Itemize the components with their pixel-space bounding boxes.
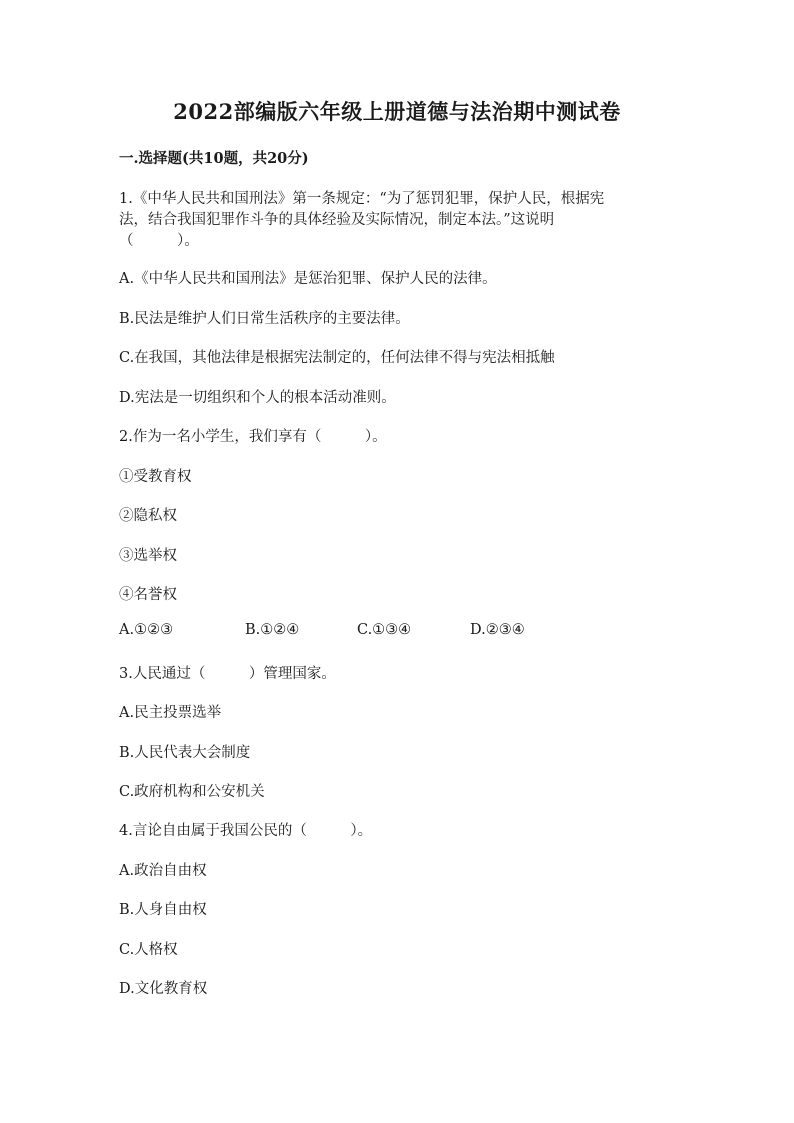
question-4-option-d: D.文化教育权 [119,981,208,997]
section-heading: 一.选择题(共10题，共20分) [119,150,309,167]
question-1-stem-line-1: 1.《中华人民共和国刑法》第一条规定：“为了惩罚犯罪，保护人民，根据宪 [119,191,605,207]
question-1-option-c: C.在我国，其他法律是根据宪法制定的，任何法律不得与宪法相抵触 [119,350,555,366]
question-4-stem: 4.言论自由属于我国公民的（ ）。 [119,823,373,839]
question-1-option-b: B.民法是维护人们日常生活秩序的主要法律。 [119,311,410,327]
question-3-option-b: B.人民代表大会制度 [119,745,251,761]
question-3-option-a: A.民主投票选举 [119,705,222,721]
question-3-stem: 3.人民通过（ ）管理国家。 [119,666,336,682]
question-1-stem-line-2: 法，结合我国犯罪作斗争的具体经验及实际情况，制定本法。”这说明 [119,212,555,228]
question-2-item-2: ②隐私权 [119,508,177,524]
question-2-option-b: B.①②④ [245,622,300,638]
question-2-option-a: A.①②③ [119,622,174,638]
question-4-option-b: B.人身自由权 [119,902,207,918]
question-3-option-c: C.政府机构和公安机关 [119,784,265,800]
exam-title: 2022部编版六年级上册道德与法治期中测试卷 [173,99,621,124]
question-2-item-3: ③选举权 [119,548,177,564]
question-2-option-c: C.①③④ [357,622,412,638]
question-1-stem-line-3: （ ）。 [119,233,199,249]
question-2-item-1: ①受教育权 [119,469,192,485]
question-1-option-a: A.《中华人民共和国刑法》是惩治犯罪、保护人民的法律。 [119,271,497,287]
question-1-option-d: D.宪法是一切组织和个人的根本活动准则。 [119,390,396,406]
question-2-option-d: D.②③④ [470,622,525,638]
question-2-stem: 2.作为一名小学生，我们享有（ ）。 [119,429,387,445]
question-4-option-a: A.政治自由权 [119,863,207,879]
question-4-option-c: C.人格权 [119,942,178,958]
question-2-item-4: ④名誉权 [119,587,177,603]
